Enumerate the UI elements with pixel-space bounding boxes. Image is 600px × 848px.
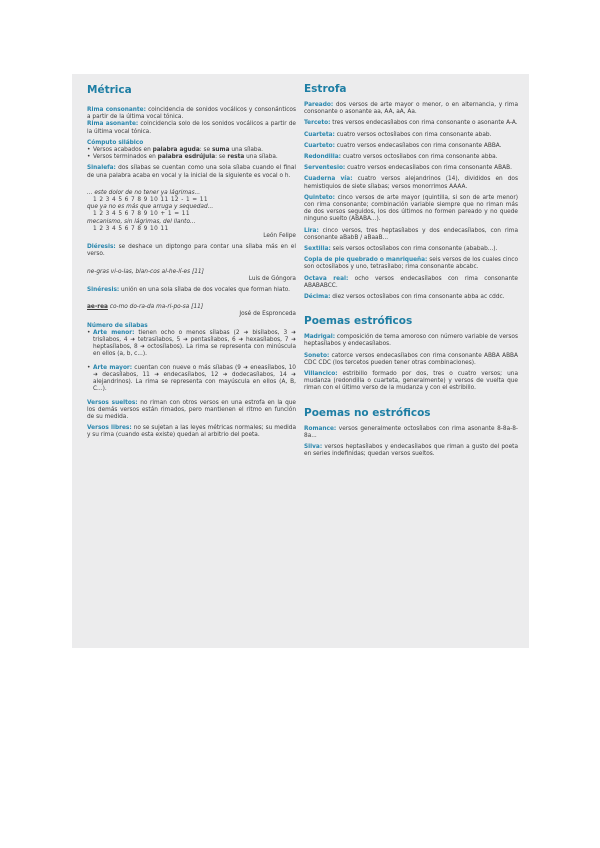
reference-sheet [72, 74, 529, 648]
definition: cuatro versos octosílabos con rima consonante abab. [334, 131, 492, 138]
term: Rima consonante: [87, 107, 146, 113]
poema-estrofico-entry [304, 371, 518, 393]
term: Versos libres: [87, 425, 132, 432]
estrofa-entry [304, 195, 518, 224]
poema-no-estrofico-entry [304, 426, 518, 440]
definition: cuatro versos alejandrinos (14), divididos en dos hemistiquios de siete sílabas; versos monorrimos AAAA. [304, 176, 518, 190]
term: Versos sueltos: [87, 399, 138, 406]
term: Villancico: [304, 371, 338, 378]
text: una sílaba. [244, 154, 278, 161]
definition: cuentan con nueve o más sílabas (9 ➜ eneasílabos, 10 ➜ decasílabos, 11 ➜ endecasílabos, 12 ➜ dodecasílabos, 14 ➜ alejandrinos). La rima se representa con mayúscula en ellos (A, B, C...). [93, 364, 296, 393]
syllable-count: 1 2 3 4 5 6 7 8 9 10 11 [93, 225, 169, 232]
term: Rima asonante: [87, 121, 139, 128]
sineresis [87, 287, 296, 294]
term: Serventesio: [304, 165, 346, 172]
definition: catorce versos endecasílabos con rima consonante ABBA ABBA CDC CDC (los tercetos pueden tener otras combinaciones). [304, 352, 518, 366]
spacer [304, 305, 518, 315]
versos-sueltos [87, 400, 296, 422]
estrofa-entry [304, 276, 518, 290]
no-estroficos-list [304, 426, 518, 459]
bullet-esdrujula [87, 154, 296, 161]
text: suma [211, 147, 230, 154]
syllable-count: 1 2 3 4 5 6 7 8 9 10 11 12 - 1 = 11 [93, 197, 208, 204]
estrofa-title: Estrofa [304, 83, 347, 95]
metrica-title: Métrica [87, 84, 132, 96]
estroficos-list [304, 334, 518, 392]
definition: versos heptasílabos y endecasílabos que riman a gusto del poeta en series indefinidas; quedan versos sueltos. [304, 444, 518, 458]
definition: seis versos de los cuales cinco son octosílabos y uno, tetrasílabo; rima consonante abcabc. [304, 257, 518, 271]
estroficos-title: Poemas estróficos [304, 315, 413, 328]
term: Madrigal: [304, 334, 336, 341]
poema-estrofico-entry [304, 334, 518, 348]
term: Diéresis: [87, 244, 116, 251]
text: : se [199, 147, 212, 154]
definition: no riman con otros versos en una estrofa en la que los demás versos están rimados, pero mantienen el ritmo en función de su medida. [87, 399, 296, 420]
estrofa-entry [304, 246, 518, 253]
sinalefa [87, 165, 296, 179]
term: Décima: [304, 294, 331, 301]
arte-mayor [87, 365, 296, 394]
example-line: que ya no es más que arruga y sequedad... [87, 204, 214, 211]
term: Soneto: [304, 352, 330, 359]
poema-estrofico-entry [304, 353, 518, 367]
term: Cuarteto: [304, 142, 335, 149]
term: Romance: [304, 425, 337, 432]
estrofa-entry [304, 165, 518, 172]
syllable-count: 1 2 3 4 5 6 7 8 9 10 + 1 = 11 [93, 211, 190, 218]
term: Cuarteta: [304, 131, 335, 138]
definition: tres versos endecasílabos con rima consonante o asonante A-A. [330, 120, 518, 127]
term: Redondilla: [304, 154, 341, 161]
term: Arte menor: [93, 329, 135, 336]
definition: dos sílabas se cuentan como una sola sílaba cuando el final de una palabra acaba en vocal y la inicial de la siguiente es vocal o h. [87, 165, 296, 179]
versos-libres [87, 425, 296, 439]
text: co-mo do-ra-da ma-ri-po-sa [11] [107, 304, 204, 311]
computo-title: Cómputo silábico [87, 139, 144, 146]
estrofa-entry [304, 102, 518, 116]
estrofa-entry [304, 228, 518, 242]
text: Versos acabados en [93, 147, 153, 154]
definition: cinco versos, tres heptasílabos y dos endecasílabos, con rima consonante aBabB / aBaaB... [304, 227, 518, 241]
definition: cuatro versos octosílabos con rima consonante abba. [341, 154, 498, 161]
example-author: José de Espronceda [239, 311, 296, 318]
term: Lira: [304, 227, 319, 234]
definition: estribillo formado por dos, tres o cuatro versos; una mudanza (redondilla o cuarteta, generalmente) y versos de vuelta que riman con el último verso de la mudanza y con el estribillo. [304, 371, 518, 392]
no-estroficos-title: Poemas no estróficos [304, 406, 431, 419]
arte-menor [87, 330, 296, 359]
text: palabra esdrújula [157, 154, 216, 161]
rima-consonante [87, 107, 296, 121]
estrofa-entry [304, 294, 518, 301]
example-line: mecanismo, sin lágrimas, del llanto... [87, 218, 196, 225]
term: Copla de pie quebrado o manriqueña: [304, 257, 428, 264]
definition: ocho versos endecasílabos con rima consonante ABABABCC. [304, 275, 519, 289]
definition: se deshace un diptongo para contar una sílaba más en el verso. [87, 244, 296, 258]
definition: no se sujetan a las leyes métricas normales; su medida y su rima (cuando esta existe) quedan al arbitrio del poeta. [87, 425, 296, 439]
definition: cuatro versos endecasílabos con rima consonante ABBA. [334, 142, 502, 149]
estrofa-entry [304, 143, 518, 150]
estrofa-entry [304, 132, 518, 139]
spacer [304, 397, 518, 407]
term: Quinteto: [304, 194, 335, 201]
dieresis [87, 244, 296, 258]
estrofa-entry [304, 154, 518, 161]
term: Octava real: [304, 275, 349, 282]
definition: seis versos octosílabos con rima consonante (ababab...). [330, 246, 498, 253]
poema-no-estrofico-entry [304, 444, 518, 458]
highlight: ae-rea [87, 304, 108, 311]
definition: tienen ocho o menos sílabas (2 ➜ bisílabos, 3 ➜ trisílabos, 4 ➜ tetrasílabos, 5 ➜ pentasílabos, 6 ➜ hexasílabos, 7 ➜ heptasílabos, 8 ➜ octosílabos). La rima se representa con minúscula en ellos (a, b, c...). [93, 329, 296, 358]
text: : se [215, 154, 228, 161]
example-line: ne-gras vi-o-las, blan-cos al-he-lí-es [11] [87, 268, 204, 275]
definition: coincidencia de sonidos vocálicos y consonánticos a partir de la última vocal tónica. [87, 107, 296, 121]
example-author: León Felipe [263, 233, 296, 240]
example-line: ... este dolor de no tener ya lágrimas... [87, 189, 201, 196]
term: Terceto: [304, 120, 331, 127]
definition: unión en una sola sílaba de dos vocales que forman hiato. [119, 287, 291, 294]
definition: cuatro versos endecasílabos con rima consonante ABAB. [345, 165, 512, 172]
definition: coincidencia solo de los sonidos vocálicos a partir de la última vocal tónica. [87, 121, 296, 135]
term: Sinalefa: [87, 165, 116, 172]
term: Cuaderna vía: [304, 176, 353, 183]
numero-title: Número de sílabas [87, 322, 148, 329]
term: Sinéresis: [87, 287, 120, 294]
estrofa-column [304, 83, 518, 463]
term: Arte mayor: [93, 364, 133, 371]
rima-asonante [87, 121, 296, 135]
text: resta [227, 154, 245, 161]
term: Sextilla: [304, 246, 331, 253]
text: Versos terminados en [93, 154, 158, 161]
estrofa-entry [304, 120, 518, 127]
estrofa-entry [304, 257, 518, 271]
definition: composición de tema amoroso con número variable de versos heptasílabos y endecasílabos. [304, 334, 518, 348]
example-author: Luis de Góngora [248, 275, 296, 282]
definition: dos versos de arte mayor o menor, o en alternancia, y rima consonante o asonante aa, AA, aA, Aa. [304, 102, 518, 116]
definition: diez versos octosílabos con rima consonante abba ac cddc. [330, 294, 505, 301]
estrofa-list [304, 102, 518, 301]
text: una sílaba. [229, 147, 263, 154]
term: Pareado: [304, 102, 334, 108]
text: palabra aguda [152, 147, 200, 154]
definition: versos generalmente octosílabos con rima asonante 8-8a-8-8a... [304, 425, 518, 439]
term: Silva: [304, 444, 323, 451]
estrofa-entry [304, 176, 518, 190]
definition: cinco versos de arte mayor (quintilla, si son de arte menor) con rima consonante; combinación variable siempre que no riman más de dos versos seguidos, los dos últimos no formen pareado y no quede ninguno suelto (ABABA...). [304, 194, 518, 223]
metrica-column [87, 83, 296, 444]
